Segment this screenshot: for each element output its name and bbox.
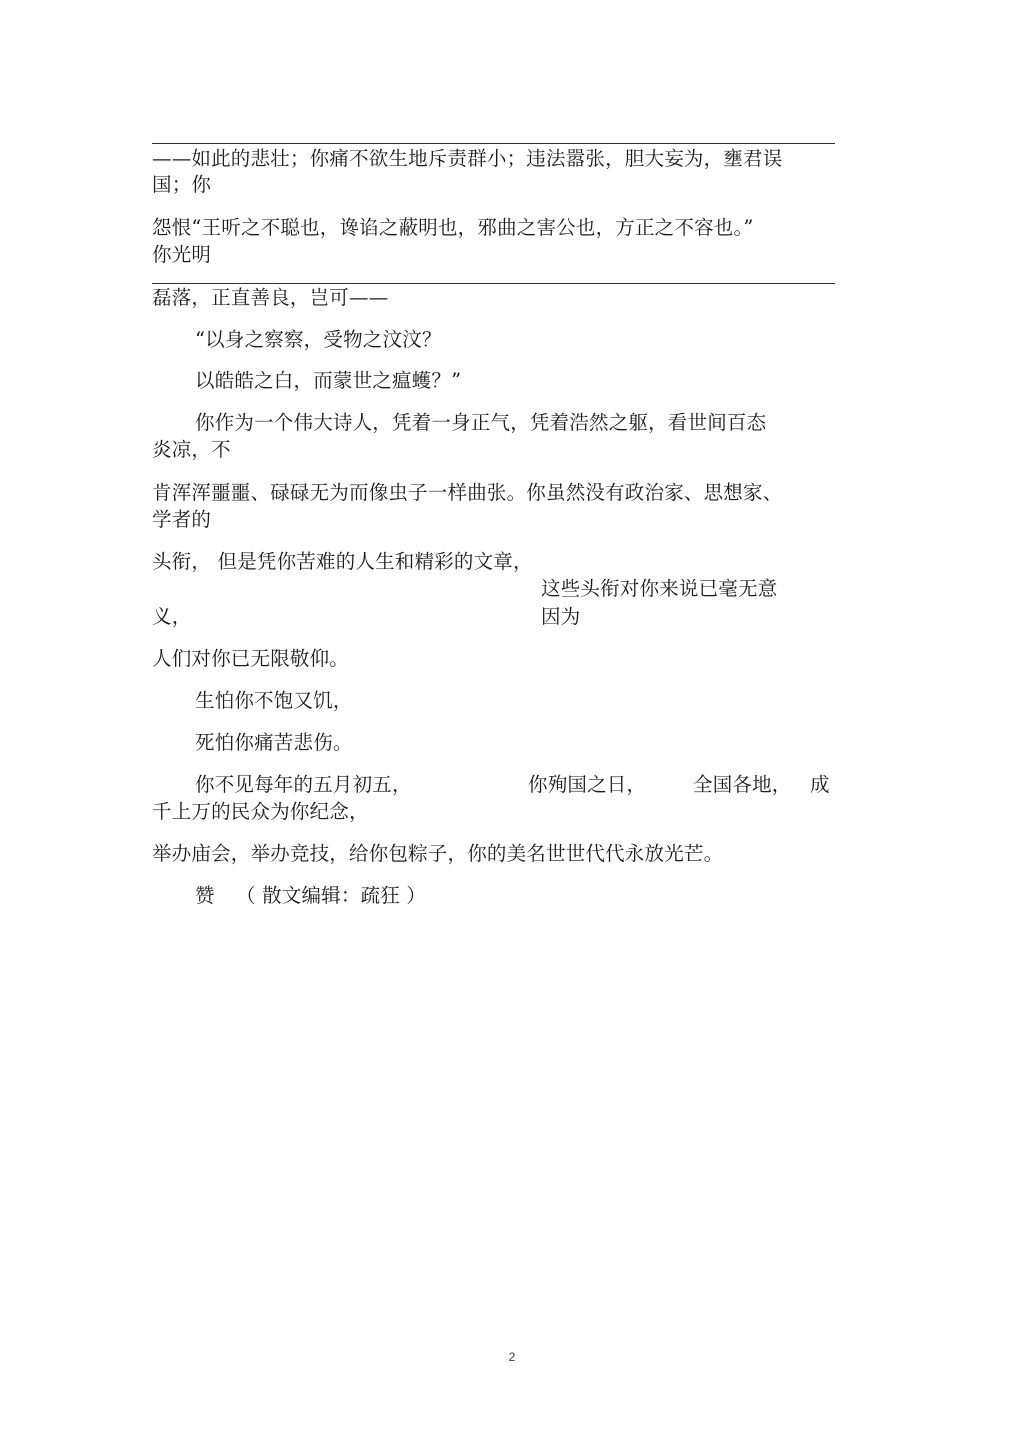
text-line: 你殉国之日， <box>528 773 647 796</box>
text-line: 这些头衔对你来说已毫无意 <box>541 577 778 600</box>
text-line: 国；你 <box>152 173 212 196</box>
text-line: 举办庙会，举办竞技，给你包粽子，你的美名世世代代永放光芒。 <box>152 842 724 865</box>
text-line: 你光明 <box>152 243 212 266</box>
text-line: 因为 <box>541 605 581 628</box>
text-line: 赞 <box>195 884 215 907</box>
text-line: 怨恨“王听之不聪也，谗谄之蔽明也，邪曲之害公也，方正之不容也。” <box>152 216 754 239</box>
text-line: 生怕你不饱又饥， <box>195 689 353 712</box>
quote-line: 以皓皓之白，而蒙世之瘟蠖？” <box>195 369 462 392</box>
text-line: 你不见每年的五月初五， <box>195 773 412 796</box>
middle-rule <box>152 283 835 284</box>
text-line: 学者的 <box>152 508 212 531</box>
text-line: 义， <box>152 605 192 628</box>
text-line: 千上万的民众为你纪念， <box>152 800 369 823</box>
text-line: 肯浑浑噩噩、碌碌无为而像虫子一样曲张。你虽然没有政治家、思想家、 <box>152 481 783 504</box>
top-rule <box>152 143 835 144</box>
quote-line: “以身之察察，受物之汶汶？ <box>195 328 442 351</box>
text-line: 磊落，正直善良，岂可—— <box>152 286 389 309</box>
text-line: 死怕你痛苦悲伤。 <box>195 731 353 754</box>
text-line: 全国各地， <box>693 773 792 796</box>
text-line: ——如此的悲壮；你痛不欲生地斥责群小；违法嚣张，胆大妄为，壅君误 <box>152 147 783 170</box>
page-number: 2 <box>508 1350 516 1364</box>
text-line: 炎凉，不 <box>152 438 231 461</box>
editor-credit: （ 散文编辑：疏狂 ） <box>236 884 427 907</box>
text-line: 人们对你已无限敬仰。 <box>152 647 350 670</box>
text-line: 成 <box>810 773 830 796</box>
text-line: 头衔， 但是凭你苦难的人生和精彩的文章， <box>152 550 533 573</box>
text-line: 你作为一个伟大诗人，凭着一身正气，凭着浩然之躯，看世间百态 <box>195 411 767 434</box>
